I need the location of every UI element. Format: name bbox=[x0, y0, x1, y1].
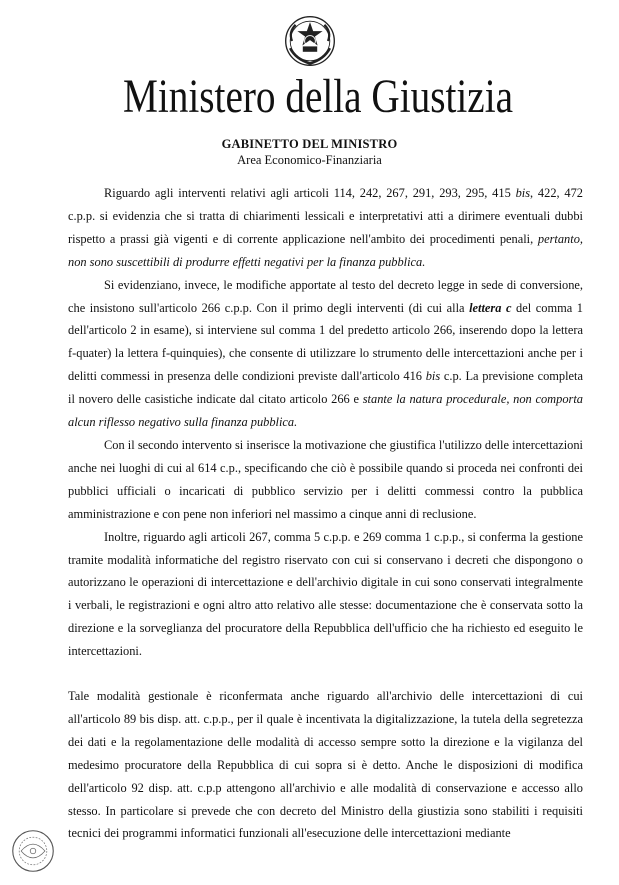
paragraph-1 bbox=[68, 182, 583, 274]
text-run: del comma 1 dell'articolo 2 in esame), si interviene sul comma 1 del predetto articolo 266, inserendo dopo la lettera f-quater) la lettera f-quinquies), che consente di utilizzare lo strumento delle intercettazioni anche per i delitti commessi in presenza delle condizioni previste dall'articolo 416 bbox=[68, 300, 583, 384]
text-run: Con il secondo intervento si inserisce la motivazione che giustifica l'utilizzo delle intercettazioni anche nei luoghi di cui al 614 c.p., specificando che ciò è possibile quando si proceda nei confronti dei pubblici ufficiali o incaricati di pubblico servizio per i delitti commessi contro la pubblica amministrazione e con pene non inferiori nel massimo a cinque anni di reclusione. bbox=[68, 437, 583, 521]
text-run: Tale modalità gestionale è riconfermata anche riguardo all'archivio delle intercettazioni di cui all'articolo 89 bis disp. att. c.p.p., per il quale è incentivata la digitalizzazione, la tutela della segretezza dei dati e la regolamentazione delle modalità di accesso sempre sotto la direzione e la vigilanza del medesimo procuratore della Repubblica di cui sopra si è detto. Anche le disposizioni di modifica dell'articolo 92 disp. att. c.p.p attengono all'archivio e alle modalità di conservazione e accesso allo stesso. In particolare si prevede che con decreto del Ministro della giustizia sono stabiliti i requisiti tecnici dei programmi informatici funzionali all'esecuzione delle intercettazioni mediante bbox=[68, 689, 583, 841]
ministry-title: Ministero della Giustizia bbox=[123, 70, 513, 123]
text-run-bold-italic: lettera c bbox=[469, 300, 512, 315]
text-run-italic: bis bbox=[425, 369, 441, 384]
paragraph-5 bbox=[68, 685, 583, 845]
text-run: Si evidenziano, invece, le modifiche apportate al testo del decreto legge in sede di conversione, che insistono sull'articolo 266 c.p.p. Con il primo degli interventi (di cui alla bbox=[68, 277, 583, 315]
text-run: , 422, 472 c.p.p. si evidenzia che si tratta di chiarimenti lessicali e interpretativi atti a dirimere eventuali dubbi rispetto a prassi già vigenti e di corrente applicazione nell'ambito dei procedimenti penali, bbox=[68, 186, 583, 246]
paragraph-2 bbox=[68, 274, 583, 434]
text-run-italic: bis bbox=[515, 186, 531, 200]
office-title: GABINETTO DEL MINISTRO bbox=[221, 137, 398, 151]
text-run-italic: stante la natura procedurale, non comporta alcun riflesso negativo sulla finanza pubblica. bbox=[68, 392, 583, 430]
ministry-logotype bbox=[118, 66, 518, 128]
paragraph-4 bbox=[68, 526, 583, 663]
document-body bbox=[68, 182, 583, 845]
paragraph-3 bbox=[68, 434, 583, 526]
text-run-italic: pertanto, non sono suscettibili di produrre effetti negativi per la finanza pubblica. bbox=[68, 231, 583, 269]
office-area: Area Economico-Finanziaria bbox=[237, 153, 382, 167]
text-run: Inoltre, riguardo agli articoli 267, comma 5 c.p.p. e 269 comma 1 c.p.p., si conferma la gestione tramite modalità informatiche del registro riservato con cui si conservano i decreti che dispongono o autorizzano le operazioni di intercettazione e dell'archivio digitale in cui sono conservati integralmente i verbali, le registrazioni e ogni altro atto relativo alle stesse: documentazione che è conservata sotto la direzione e la sorveglianza del procuratore della Repubblica dell'ufficio che ha richiesto ed eseguito le intercettazioni. bbox=[68, 529, 583, 659]
round-stamp-icon bbox=[10, 828, 56, 874]
text-run: Riguardo agli interventi relativi agli articoli 114, 242, 267, 291, 293, 295, 415 bbox=[104, 186, 516, 200]
text-run: c.p. La previsione completa il novero delle casistiche indicate dal citato articolo 266 e bbox=[68, 369, 584, 407]
italian-republic-emblem-icon bbox=[283, 14, 337, 68]
